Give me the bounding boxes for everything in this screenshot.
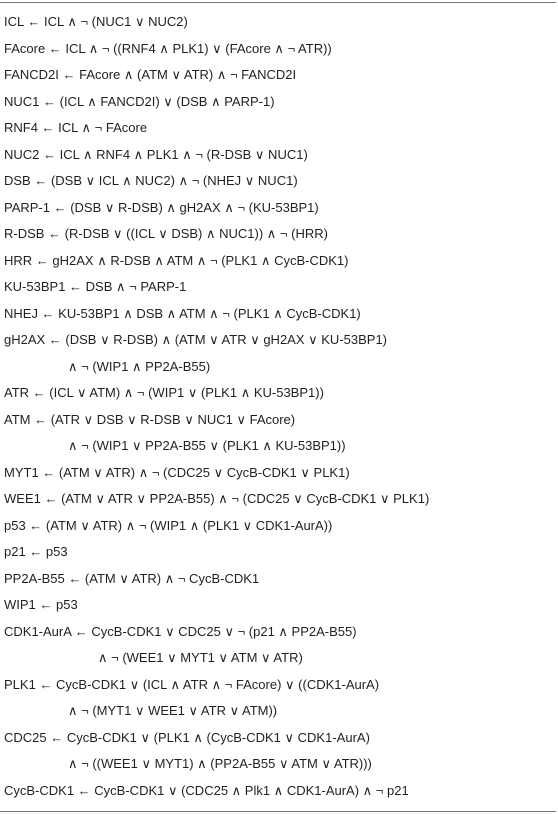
rule-line: PLK1 ← CycB-CDK1 ∨ (ICL ∧ ATR ∧ ¬ FAcore) ∨ ((CDK1-AurA): [4, 676, 380, 692]
rule-line: ICL ← ICL ∧ ¬ (NUC1 ∨ NUC2): [4, 14, 188, 29]
rule-line: CDK1-AurA ← CycB-CDK1 ∨ CDC25 ∨ ¬ (p21 ∧ PP2A-B55): [4, 623, 357, 639]
rule-line: PARP-1 ← (DSB ∨ R-DSB) ∧ gH2AX ∧ ¬ (KU-53BP1): [4, 199, 319, 215]
rule-line: DSB ← (DSB ∨ ICL ∧ NUC2) ∧ ¬ (NHEJ ∨ NUC1): [4, 173, 298, 188]
rule-line: CDC25 ← CycB-CDK1 ∨ (PLK1 ∧ (CycB-CDK1 ∨ CDK1-AurA): [4, 729, 370, 745]
rule-continuation-line: ∧ ¬ ((WEE1 ∨ MYT1) ∧ (PP2A-B55 ∨ ATM ∨ ATR))): [68, 756, 372, 771]
rule-line: p21 ← p53: [4, 544, 68, 559]
rule-line: HRR ← gH2AX ∧ R-DSB ∧ ATM ∧ ¬ (PLK1 ∧ CycB-CDK1): [4, 252, 349, 268]
rule-line: ATR ← (ICL ∨ ATM) ∧ ¬ (WIP1 ∨ (PLK1 ∧ KU-53BP1)): [4, 385, 324, 400]
rule-line: p53 ← (ATM ∨ ATR) ∧ ¬ (WIP1 ∧ (PLK1 ∨ CDK1-AurA)): [4, 517, 333, 533]
table-bottom-rule: [0, 811, 556, 812]
rule-line: FANCD2I ← FAcore ∧ (ATM ∨ ATR) ∧ ¬ FANCD2I: [4, 67, 297, 82]
rule-continuation-line: ∧ ¬ (WEE1 ∨ MYT1 ∨ ATM ∨ ATR): [98, 650, 303, 665]
rule-line: MYT1 ← (ATM ∨ ATR) ∧ ¬ (CDC25 ∨ CycB-CDK1 ∨ PLK1): [4, 464, 350, 480]
rule-continuation-line: ∧ ¬ (MYT1 ∨ WEE1 ∨ ATR ∨ ATM)): [68, 703, 278, 718]
rule-line: WEE1 ← (ATM ∨ ATR ∨ PP2A-B55) ∧ ¬ (CDC25 ∨ CycB-CDK1 ∨ PLK1): [4, 491, 430, 506]
rule-line: R-DSB ← (R-DSB ∨ ((ICL ∨ DSB) ∧ NUC1)) ∧ ¬ (HRR): [4, 226, 328, 241]
rule-line: NHEJ ← KU-53BP1 ∧ DSB ∧ ATM ∧ ¬ (PLK1 ∧ CycB-CDK1): [4, 305, 361, 321]
rule-continuation-line: ∧ ¬ (WIP1 ∨ PP2A-B55 ∨ (PLK1 ∧ KU-53BP1)): [68, 438, 346, 453]
rule-line: NUC1 ← (ICL ∧ FANCD2I) ∨ (DSB ∧ PARP-1): [4, 93, 275, 109]
rule-line: KU-53BP1 ← DSB ∧ ¬ PARP-1: [4, 279, 187, 294]
rule-line: CycB-CDK1 ← CycB-CDK1 ∨ (CDC25 ∧ Plk1 ∧ CDK1-AurA) ∧ ¬ p21: [4, 782, 409, 798]
rule-line: NUC2 ← ICL ∧ RNF4 ∧ PLK1 ∧ ¬ (R-DSB ∨ NUC1): [4, 146, 308, 162]
rule-line: RNF4 ← ICL ∧ ¬ FAcore: [4, 120, 148, 135]
rule-line: PP2A-B55 ← (ATM ∨ ATR) ∧ ¬ CycB-CDK1: [4, 570, 260, 586]
rule-line: ATM ← (ATR ∨ DSB ∨ R-DSB ∨ NUC1 ∨ FAcore): [4, 411, 296, 427]
rule-line: gH2AX ← (DSB ∨ R-DSB) ∧ (ATM ∨ ATR ∨ gH2AX ∨ KU-53BP1): [4, 332, 388, 347]
rule-line: WIP1 ← p53: [4, 597, 78, 612]
table-top-rule: [0, 2, 556, 3]
rule-line: FAcore ← ICL ∧ ¬ ((RNF4 ∧ PLK1) ∨ (FAcore ∧ ¬ ATR)): [4, 40, 332, 56]
rule-continuation-line: ∧ ¬ (WIP1 ∧ PP2A-B55): [68, 358, 211, 374]
boolean-rules-table: [4, 9, 554, 804]
